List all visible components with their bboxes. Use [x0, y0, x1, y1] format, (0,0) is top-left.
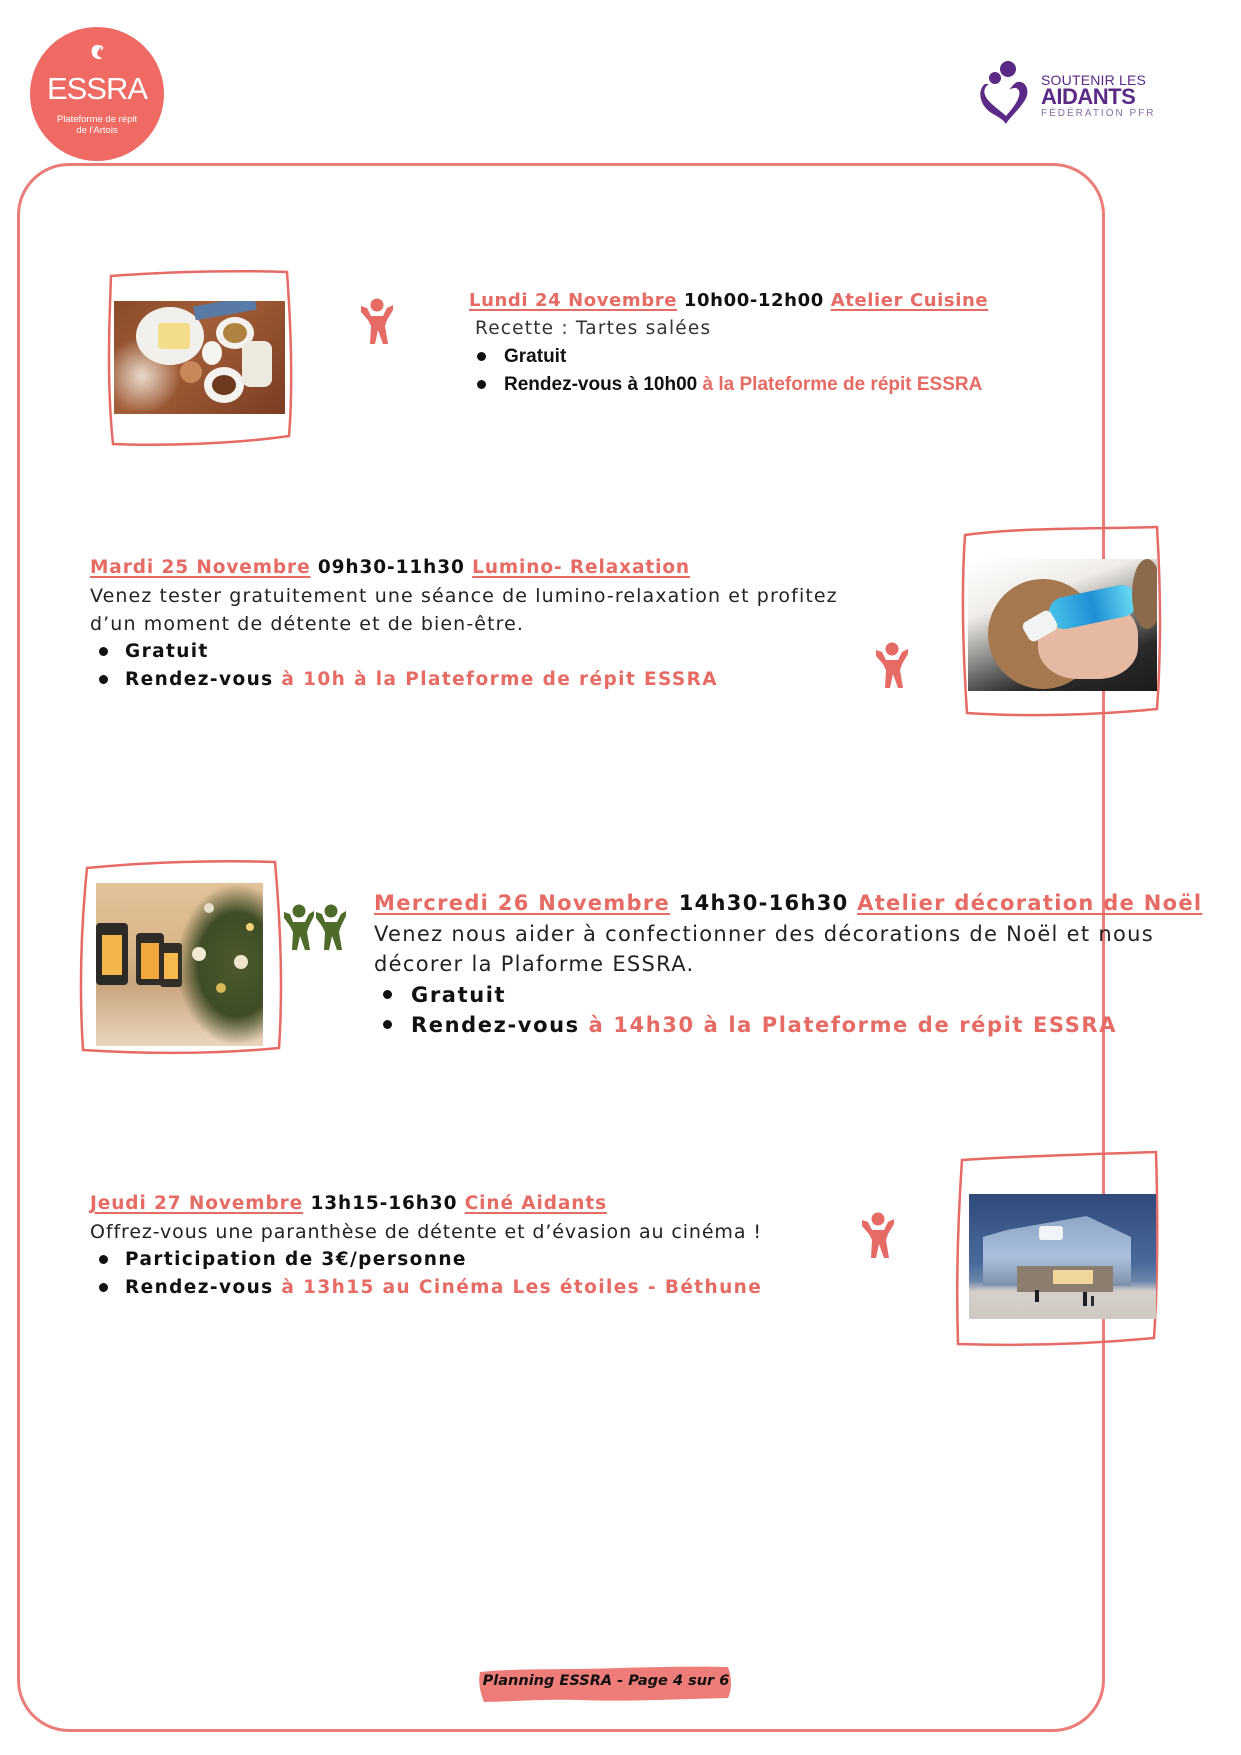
event-detail-item — [90, 666, 838, 694]
partner-logo-line3: FÉDÉRATION PFR — [1041, 108, 1156, 119]
detail-location: à 14h30 à la Plateforme de répit ESSRA — [588, 1013, 1118, 1037]
partner-logo-line2: AIDANTS — [1041, 84, 1136, 109]
butterfly-icon — [88, 43, 106, 63]
event-description-line2: d’un moment de détente et de bien-être. — [90, 613, 525, 635]
event-time: 09h30-11h30 — [317, 557, 465, 578]
christmas-tree-photo — [96, 883, 263, 1046]
event-description: Recette : Tartes salées — [475, 318, 712, 339]
event-detail-item — [90, 1274, 762, 1302]
bullet-icon — [477, 380, 486, 389]
event-details-list — [469, 343, 988, 399]
bullet-icon — [99, 1255, 108, 1264]
essra-logo-subtitle-line2: de l'Artois — [76, 125, 118, 136]
event-time: 14h30-16h30 — [678, 891, 849, 915]
event-lumino-relaxation — [90, 554, 838, 694]
event-date: Jeudi 27 Novembre — [90, 1193, 304, 1214]
bullet-icon — [383, 1020, 392, 1029]
event-description-line1: Venez tester gratuitement une séance de lumino-relaxation et profitez — [90, 585, 838, 607]
detail-location: à 10h à la Plateforme de répit ESSRA — [281, 669, 718, 690]
essra-logo — [30, 27, 164, 161]
detail-text: Gratuit — [125, 641, 209, 662]
event-atelier-decoration-noel — [374, 888, 1202, 1041]
person-icon — [858, 1210, 898, 1262]
event-date: Lundi 24 Novembre — [469, 290, 678, 311]
detail-text: Rendez-vous — [125, 1277, 282, 1298]
event-date: Mardi 25 Novembre — [90, 557, 311, 578]
page-footer — [478, 1664, 734, 1702]
event-date: Mercredi 26 Novembre — [374, 891, 671, 915]
event-detail-item — [90, 1246, 762, 1274]
event-activity: Atelier décoration de Noël — [857, 891, 1203, 915]
photo-frame-lumino — [957, 523, 1163, 721]
event-cine-aidants — [90, 1190, 762, 1302]
event-detail-item — [374, 1010, 1202, 1041]
person-icon — [357, 296, 397, 348]
event-time: 13h15-16h30 — [310, 1193, 458, 1214]
detail-location: à la Plateforme de répit ESSRA — [702, 374, 983, 395]
event-title — [374, 888, 1202, 919]
event-activity: Ciné Aidants — [464, 1193, 607, 1214]
detail-text: Rendez-vous — [125, 669, 282, 690]
heart-family-icon — [975, 60, 1037, 126]
detail-text: Rendez-vous — [411, 1013, 589, 1037]
event-title — [90, 554, 838, 582]
detail-text: Gratuit — [411, 982, 507, 1007]
event-detail-item — [469, 371, 988, 399]
partner-logo-line1: SOUTENIR LES — [1041, 72, 1147, 88]
cinema-building-photo — [969, 1194, 1156, 1319]
photo-frame-cooking — [103, 268, 293, 450]
event-detail-item — [469, 343, 988, 371]
event-title — [469, 287, 988, 315]
event-details-list — [90, 1246, 762, 1302]
photo-frame-cinema — [952, 1148, 1160, 1348]
detail-text: Participation de 3€/personne — [125, 1249, 467, 1270]
bullet-icon — [99, 647, 108, 656]
cooking-ingredients-photo — [114, 301, 285, 414]
event-details-list — [374, 980, 1202, 1041]
event-description-line2: décorer la Plaforme ESSRA. — [374, 952, 695, 976]
event-title — [90, 1190, 762, 1218]
essra-logo-name: ESSRA — [46, 71, 148, 106]
event-description-line1: Venez nous aider à confectionner des décorations de Noël et nous — [374, 921, 1155, 946]
photo-frame-christmas — [77, 858, 283, 1056]
event-time: 10h00-12h00 — [683, 290, 824, 311]
event-detail-item — [374, 980, 1202, 1011]
person-icon — [872, 640, 912, 692]
group-icon — [282, 902, 348, 954]
detail-text: Rendez-vous à 10h00 — [504, 374, 703, 395]
bullet-icon — [383, 990, 392, 999]
soutenir-les-aidants-logo — [975, 60, 1155, 130]
light-therapy-glasses-photo — [968, 559, 1157, 691]
event-description: Offrez-vous une paranthèse de détente et d’évasion au cinéma ! — [90, 1221, 762, 1243]
event-activity: Atelier Cuisine — [830, 290, 989, 311]
footer-label: Planning ESSRA - Page 4 sur 6 — [482, 1673, 730, 1689]
event-atelier-cuisine — [469, 287, 988, 399]
essra-logo-subtitle-line1: Plateforme de répit — [56, 114, 138, 125]
essra-logo-subtitle — [30, 114, 164, 136]
bullet-icon — [477, 352, 486, 361]
event-details-list — [90, 638, 838, 694]
detail-location: à 13h15 au Cinéma Les étoiles - Béthune — [281, 1277, 763, 1298]
detail-text: Gratuit — [504, 346, 567, 367]
event-detail-item — [90, 638, 838, 666]
bullet-icon — [99, 1283, 108, 1292]
bullet-icon — [99, 675, 108, 684]
event-activity: Lumino- Relaxation — [472, 557, 691, 578]
